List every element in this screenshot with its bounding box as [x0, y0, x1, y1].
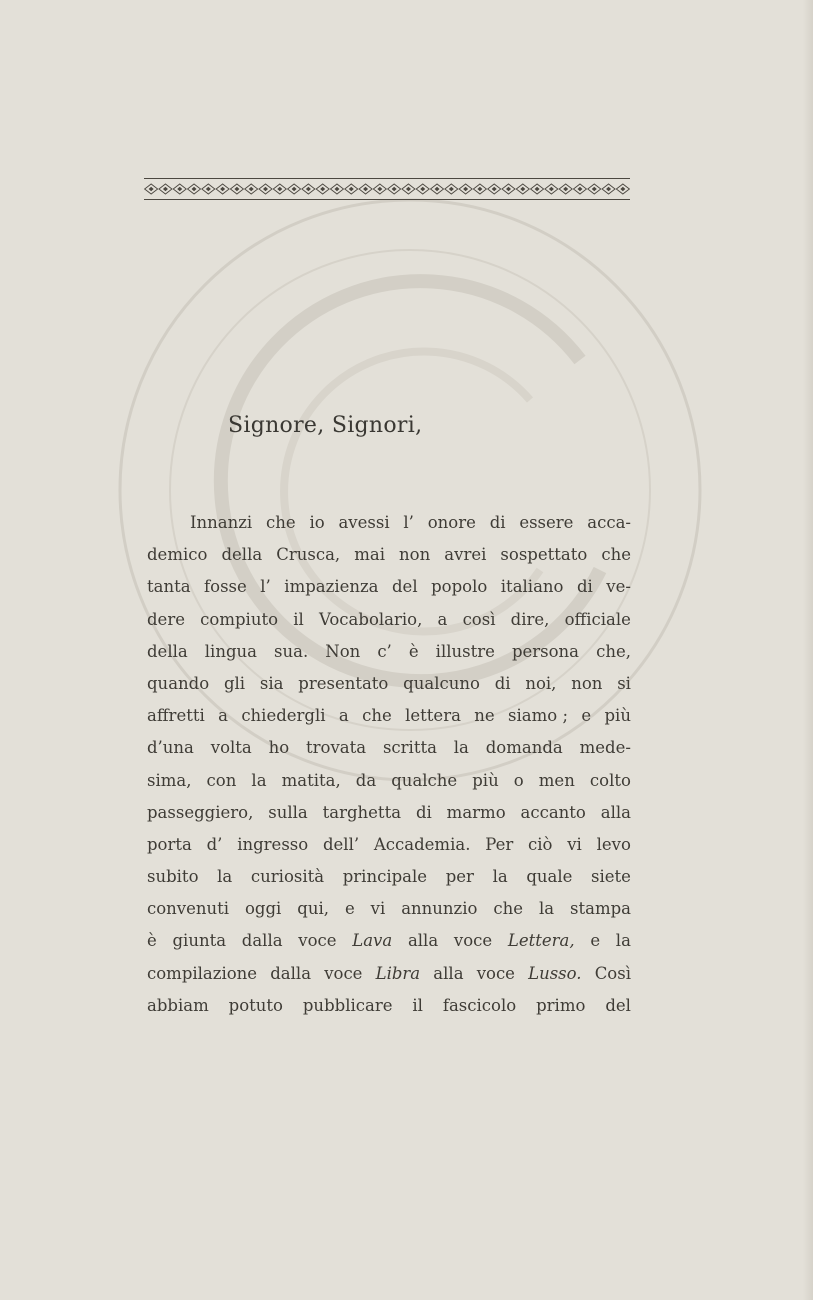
- text-word: a: [437, 609, 448, 629]
- text-word: ve-: [606, 577, 631, 597]
- text-word: fosse: [204, 577, 247, 597]
- text-word: levo: [596, 834, 631, 854]
- text-word: persona: [511, 641, 580, 661]
- text-word: targhetta: [322, 802, 402, 822]
- text-word: di: [489, 513, 506, 532]
- text-word: Lava: [352, 931, 393, 951]
- ornament-diamond: [173, 184, 186, 194]
- text-word: curiosità: [250, 867, 325, 887]
- text-word: voce: [476, 963, 515, 983]
- text-word: dalla: [241, 931, 283, 951]
- text-word: quale: [526, 867, 573, 887]
- text-word: voce: [453, 931, 493, 951]
- text-line: [147, 925, 631, 957]
- ornament-top-rule: [144, 178, 630, 179]
- text-word: di: [576, 577, 593, 597]
- text-word: non: [399, 545, 431, 565]
- text-word: e: [590, 931, 601, 951]
- text-word: si: [617, 673, 631, 693]
- text-word: a: [218, 706, 228, 726]
- text-word: siete: [591, 867, 631, 887]
- text-word: mede-: [579, 738, 631, 758]
- ornament-diamond: [588, 184, 601, 194]
- text-word: dell’: [322, 834, 360, 854]
- text-word: alla: [600, 802, 631, 822]
- text-word: men: [538, 770, 575, 790]
- text-word: italiano: [500, 577, 564, 597]
- text-word: lingua: [204, 641, 257, 661]
- text-word: qualche: [391, 770, 458, 790]
- text-word: la: [453, 738, 469, 758]
- ornament-diamond: [459, 184, 472, 194]
- text-word: Accademia.: [373, 834, 471, 854]
- text-line: [147, 539, 631, 571]
- text-word: tanta: [147, 577, 191, 597]
- text-word: a: [338, 706, 349, 726]
- ornament-diamond: [188, 184, 201, 194]
- text-word: chiedergli: [241, 706, 326, 726]
- text-word: qualcuno: [403, 673, 480, 693]
- text-word: il: [412, 995, 423, 1015]
- text-word: Per: [485, 834, 514, 854]
- text-line: [147, 797, 631, 829]
- ornament-diamond: [388, 184, 401, 194]
- text-word: fascicolo: [442, 995, 517, 1015]
- ornament-diamond: [316, 184, 329, 194]
- text-word: d’: [206, 834, 223, 854]
- text-word: accanto: [520, 802, 586, 822]
- text-word: siamo ;: [508, 706, 569, 726]
- ornament-diamond: [445, 184, 458, 194]
- ornament-diamond: [359, 184, 372, 194]
- text-word: la: [538, 899, 555, 919]
- text-word: stampa: [570, 899, 631, 919]
- ornament-diamond: [416, 184, 429, 194]
- ornament-diamond: [273, 184, 286, 194]
- text-word: vi: [370, 899, 386, 919]
- text-word: che: [493, 899, 524, 919]
- text-word: sospettato: [500, 545, 588, 565]
- text-word: del: [605, 995, 631, 1015]
- text-line: [147, 829, 631, 861]
- text-word: volta: [210, 738, 252, 758]
- text-word: giunta: [172, 931, 227, 951]
- text-word: sia: [259, 673, 284, 693]
- ornament-diamond: [488, 184, 501, 194]
- text-word: c’: [377, 641, 392, 661]
- text-word: quando: [147, 673, 210, 693]
- text-word: colto: [589, 770, 631, 790]
- text-word: e: [344, 899, 355, 919]
- text-word: principale: [342, 867, 428, 887]
- text-word: acca-: [587, 513, 631, 532]
- text-word: alla: [433, 963, 464, 983]
- ornament-diamond: [245, 184, 258, 194]
- salutation-heading: Signore, Signori,: [228, 413, 423, 438]
- ornament-diamond: [216, 184, 229, 194]
- text-word: non: [571, 673, 603, 693]
- text-word: che: [601, 545, 631, 565]
- ornament-diamond: [616, 184, 629, 194]
- text-word: della: [147, 641, 188, 661]
- text-word: mai: [354, 545, 385, 565]
- text-word: alla: [407, 931, 439, 951]
- text-line: [147, 893, 631, 925]
- text-word: del: [392, 577, 418, 597]
- ornament-diamond: [330, 184, 343, 194]
- ornament-diamond-row: [144, 183, 630, 195]
- text-word: e: [581, 706, 592, 726]
- text-word: sua.: [274, 641, 309, 661]
- text-word: il: [293, 609, 304, 629]
- text-word: oggi: [245, 899, 282, 919]
- text-word: porta: [147, 834, 192, 854]
- text-line: [147, 571, 631, 603]
- text-word: della: [221, 545, 263, 565]
- text-word: demico: [147, 545, 208, 565]
- text-word: primo: [536, 995, 586, 1015]
- ornament-diamond: [345, 184, 358, 194]
- ornament-diamond: [502, 184, 515, 194]
- speech-paragraph: [147, 507, 631, 1022]
- text-word: illustre: [435, 641, 495, 661]
- ornament-diamond: [531, 184, 544, 194]
- text-word: scritta: [382, 738, 437, 758]
- text-word: lettera: [405, 706, 461, 726]
- text-word: la: [217, 867, 233, 887]
- text-word: io: [309, 513, 325, 532]
- text-word: vi: [567, 834, 582, 854]
- ornament-diamond: [473, 184, 486, 194]
- text-word: di: [494, 673, 511, 693]
- text-line: [147, 861, 631, 893]
- ornament-diamond: [145, 184, 158, 194]
- text-word: Innanzi: [190, 513, 253, 532]
- text-word: che: [362, 706, 392, 726]
- text-word: dalla: [270, 963, 312, 983]
- ornament-diamond: [602, 184, 615, 194]
- text-word: qui,: [297, 899, 329, 919]
- text-word: ho: [268, 738, 290, 758]
- text-word: voce: [324, 963, 363, 983]
- text-word: avessi: [338, 513, 390, 532]
- text-word: così: [462, 609, 496, 629]
- ornament-diamond: [373, 184, 386, 194]
- ornament-diamond: [545, 184, 558, 194]
- text-line: [147, 958, 631, 990]
- text-word: onore: [427, 513, 476, 532]
- text-word: sulla: [268, 802, 308, 822]
- text-word: matita,: [281, 770, 341, 790]
- text-word: trovata: [306, 738, 367, 758]
- text-word: potuto: [228, 995, 283, 1015]
- text-word: noi,: [525, 673, 557, 693]
- ornament-diamond: [202, 184, 215, 194]
- text-word: abbiam: [147, 995, 209, 1015]
- text-word: Non: [325, 641, 361, 661]
- text-word: presentato: [298, 673, 389, 693]
- text-word: Lettera,: [507, 931, 575, 951]
- text-line: [147, 732, 631, 764]
- text-line: [147, 990, 631, 1022]
- text-word: di: [415, 802, 432, 822]
- ornament-diamond: [302, 184, 315, 194]
- text-word: marmo: [446, 802, 506, 822]
- text-word: avrei: [444, 545, 487, 565]
- page-edge-shadow: [803, 0, 813, 1300]
- text-word: Vocabolario,: [318, 609, 423, 629]
- text-word: impazienza: [284, 577, 379, 597]
- text-word: Così: [594, 963, 631, 983]
- text-word: voce: [298, 931, 337, 951]
- text-word: l’: [403, 513, 414, 532]
- text-word: passeggiero,: [147, 802, 254, 822]
- text-word: affretti: [147, 706, 205, 726]
- ornament-diamond: [573, 184, 586, 194]
- text-word: compiuto: [200, 609, 279, 629]
- text-word: dere: [147, 609, 185, 629]
- text-word: convenuti: [147, 899, 230, 919]
- text-word: annunzio: [401, 899, 478, 919]
- text-word: officiale: [564, 609, 631, 629]
- text-word: che,: [596, 641, 631, 661]
- ornament-diamond: [288, 184, 301, 194]
- ornament-diamond: [230, 184, 243, 194]
- text-word: per: [445, 867, 474, 887]
- text-word: d’una: [147, 738, 194, 758]
- text-word: Lusso.: [528, 963, 582, 983]
- text-word: Crusca,: [276, 545, 341, 565]
- text-line: [147, 700, 631, 732]
- ornament-diamond: [559, 184, 572, 194]
- text-line: [147, 636, 631, 668]
- text-line: [147, 668, 631, 700]
- text-word: la: [251, 770, 267, 790]
- text-word: dire,: [510, 609, 550, 629]
- text-word: ne: [474, 706, 495, 726]
- text-word: sima,: [147, 770, 192, 790]
- text-word: da: [355, 770, 377, 790]
- text-word: che: [266, 513, 296, 532]
- text-word: ingresso: [237, 834, 309, 854]
- text-word: subito: [147, 867, 199, 887]
- text-word: la: [492, 867, 508, 887]
- text-word: pubblicare: [302, 995, 393, 1015]
- text-word: è: [147, 931, 157, 951]
- ornament-diamond: [259, 184, 272, 194]
- text-word: essere: [519, 513, 574, 532]
- ornament-diamond: [431, 184, 444, 194]
- ornament-diamond: [516, 184, 529, 194]
- text-word: l’: [260, 577, 271, 597]
- text-word: o: [513, 770, 524, 790]
- header-ornament: [144, 177, 630, 203]
- text-word: compilazione: [147, 963, 258, 983]
- text-word: ciò: [528, 834, 553, 854]
- text-word: Libra: [375, 963, 421, 983]
- text-word: più: [472, 770, 499, 790]
- text-word: è: [408, 641, 419, 661]
- text-word: con: [206, 770, 237, 790]
- ornament-diamond: [402, 184, 415, 194]
- ornament-bottom-rule: [144, 199, 630, 200]
- text-word: gli: [223, 673, 246, 693]
- text-word: popolo: [431, 577, 488, 597]
- text-line: [147, 507, 631, 539]
- text-word: più: [604, 706, 631, 726]
- text-line: [147, 765, 631, 797]
- text-word: domanda: [485, 738, 563, 758]
- ornament-diamond: [159, 184, 172, 194]
- text-word: la: [615, 931, 631, 951]
- text-line: [147, 604, 631, 636]
